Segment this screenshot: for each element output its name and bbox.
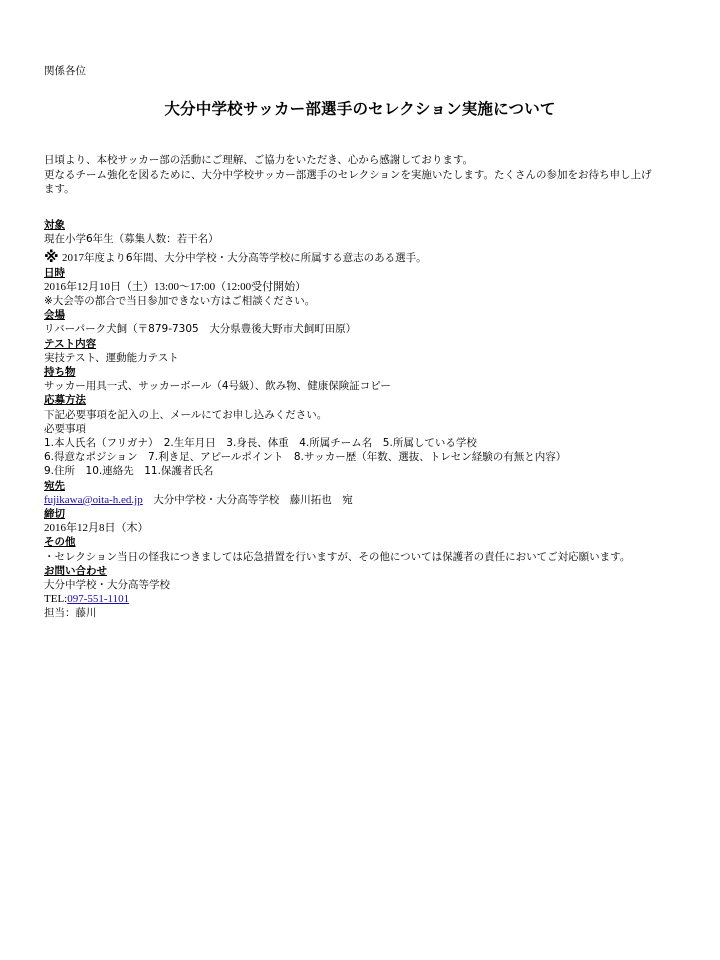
datetime-note: ※大会等の都合で当日参加できない方はご相談ください。 — [44, 295, 316, 308]
destination-text: 大分中学校・大分高等学校 藤川拓也 宛 — [142, 493, 353, 506]
contact-tel-line — [44, 592, 684, 606]
test-heading: テスト内容 — [44, 337, 97, 350]
apply-heading: 応募方法 — [44, 394, 86, 407]
test-text: 実技テスト、運動能力テスト — [44, 351, 179, 364]
contact-person: 担当：藤川 — [44, 607, 97, 620]
other-text: ・セレクション当日の怪我につきましては応急措置を行いますが、その他については保護者の責任においてご対応願います。 — [44, 550, 631, 563]
deadline-heading: 締切 — [44, 508, 65, 521]
apply-required-line-3: 9.住所 10.連絡先 11.保護者氏名 — [44, 465, 214, 478]
venue-heading: 会場 — [44, 309, 65, 322]
intro-line-3: ます。 — [44, 183, 75, 195]
items-heading: 持ち物 — [44, 366, 76, 379]
addressee: 関係各位 — [44, 65, 86, 77]
contact-heading: お問い合わせ — [44, 564, 107, 577]
intro-line-2: 更なるチーム強化を図るために、大分中学校サッカー部選手のセレクションを実施いたします。たくさんの参加をお待ち申し上げ — [44, 168, 652, 181]
items-text: サッカー用具一式、サッカーボール（4号級）、飲み物、健康保険証コピー — [44, 380, 391, 393]
note-mark: ※ — [44, 248, 59, 267]
contact-tel-label: TEL: — [44, 593, 68, 606]
datetime-text: 2016年12月10日（土）13:00〜17:00（12:00受付開始） — [44, 280, 307, 293]
venue-text: リバーパーク犬飼（〒879-7305 大分県豊後大野市犬飼町田原） — [44, 323, 357, 336]
destination-line — [44, 493, 684, 507]
target-text: 現在小学6年生（募集人数：若干名） — [44, 233, 219, 246]
destination-email-link[interactable]: fujikawa@oita-h.ed.jp — [44, 493, 143, 506]
apply-text: 下記必要事項を記入の上、メールにてお申し込みください。 — [44, 408, 328, 421]
details-section — [44, 218, 684, 621]
intro-line-1: 日頃より、本校サッカー部の活動にご理解、ご協力をいただき、心から感謝しております。 — [44, 154, 474, 166]
contact-tel-link[interactable]: 097-551-1101 — [67, 593, 130, 606]
datetime-heading: 日時 — [44, 266, 65, 279]
target-note-text: 年度より6年間、大分中学校・大分高等学校に所属する意志のある選手。 — [83, 252, 427, 265]
other-heading: その他 — [44, 536, 76, 549]
intro-section — [44, 153, 680, 197]
target-note — [44, 250, 684, 265]
deadline-text: 2016年12月8日（木） — [44, 522, 149, 535]
document-title: 大分中学校サッカー部選手のセレクション実施について — [164, 100, 556, 118]
contact-school: 大分中学校・大分高等学校 — [44, 579, 170, 592]
apply-required-line-1: 1.本人氏名（フリガナ） 2.生年月日 3.身長、体重 4.所属チーム名 5.所属している学校 — [44, 437, 477, 450]
apply-required-label: 必要事項 — [44, 422, 86, 435]
apply-required-line-2: 6.得意なポジション 7.利き足、アピールポイント 8.サッカー歴（年数、選抜、トレセン経験の有無と内容） — [44, 451, 567, 464]
target-heading: 対象 — [44, 219, 65, 231]
destination-heading: 宛先 — [44, 479, 65, 492]
target-note-year: 2017 — [61, 252, 84, 265]
